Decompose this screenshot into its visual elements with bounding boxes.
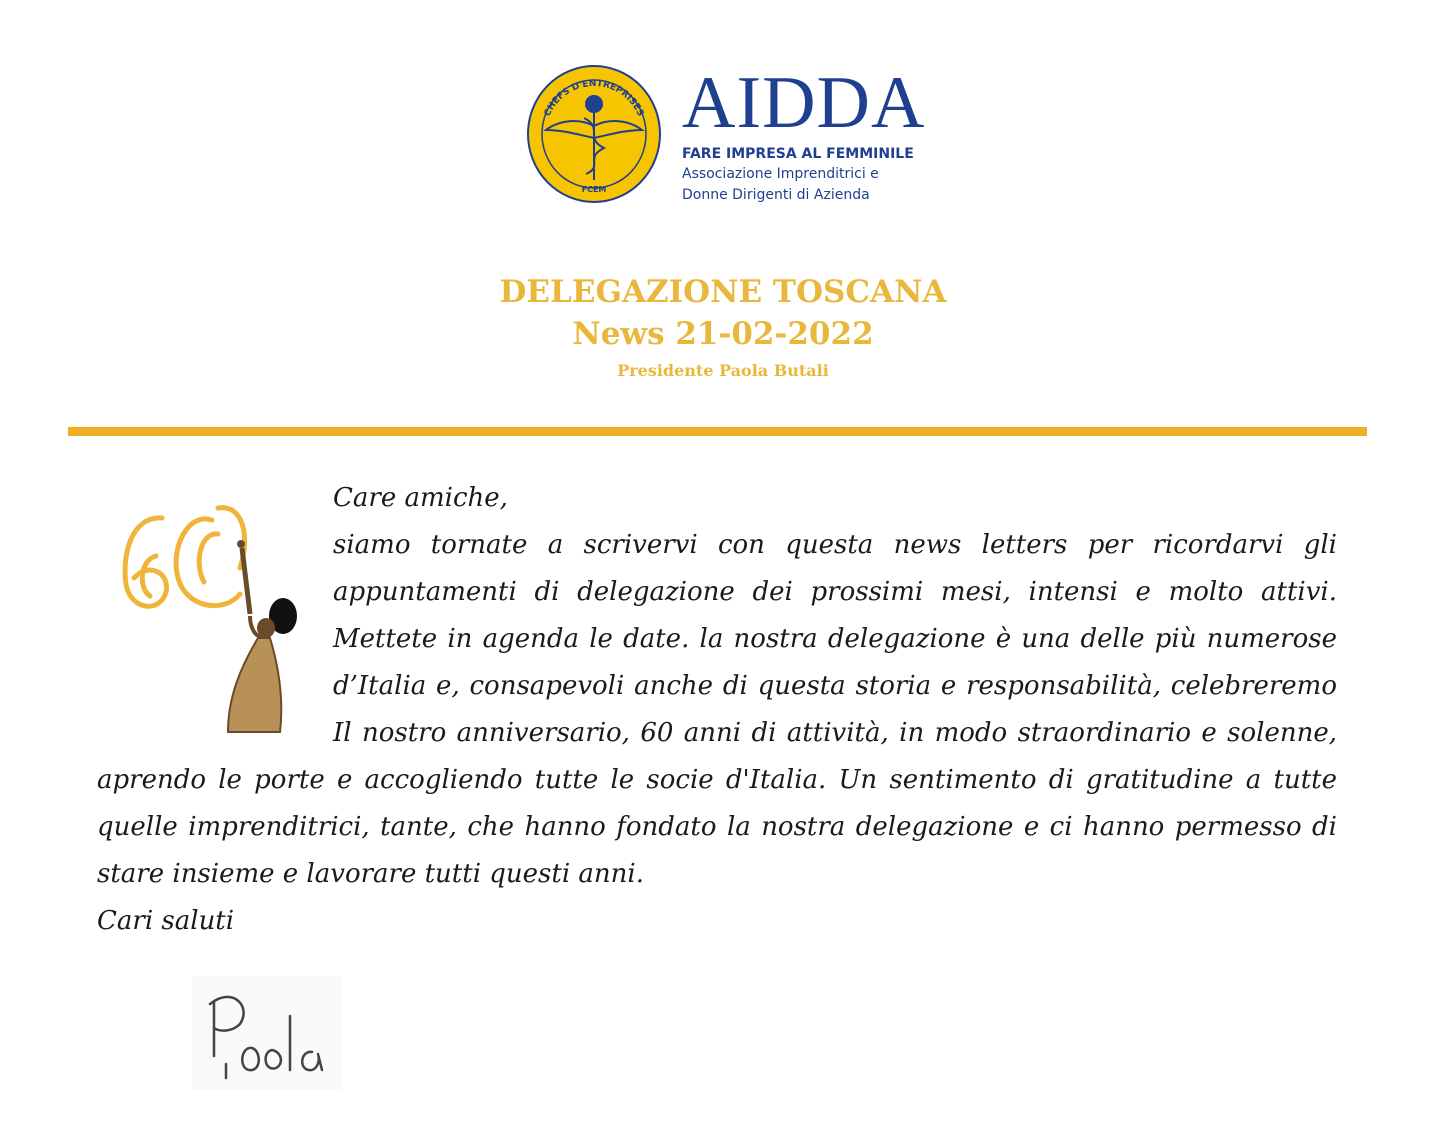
newsletter-header xyxy=(0,272,1446,386)
brand-line-2: Donne Dirigenti di Azienda xyxy=(682,187,870,203)
brand-tagline: FARE IMPRESA AL FEMMINILE xyxy=(682,146,914,162)
aidda-brand xyxy=(682,62,926,206)
svg-text:FCEM: FCEM xyxy=(581,185,607,194)
svg-text:CHEFS D'ENTREPRISES: CHEFS D'ENTREPRISES xyxy=(542,78,646,118)
fcem-seal-icon xyxy=(524,58,664,210)
page-title: DELEGAZIONE TOSCANA xyxy=(499,274,947,310)
header-divider xyxy=(68,427,1367,436)
aidda-logo xyxy=(524,58,926,210)
brand-name: AIDDA xyxy=(682,62,926,144)
handwritten-signature xyxy=(192,976,342,1090)
letter-closing: Cari saluti xyxy=(97,906,235,936)
letter-body xyxy=(97,475,1337,945)
illustration-wrap-space xyxy=(97,475,333,757)
letter-paragraph: siamo tornate a scrivervi con questa news letters per ricordarvi gli appuntamenti di delegazione dei prossimi mesi, intensi e molto attivi. Mettete in agenda le date. la nostra delegazione è una delle più numerose d’Italia e, consapevoli anche di questa storia e responsabilità, celebreremo Il nostro anniversario, 60 anni di attività, in modo straordinario e solenne, aprendo le porte e accogliendo tutte le socie d'Italia. Un sentimento di gratitudine a tutte quelle imprenditrici, tante, che hanno fondato la nostra delegazione e ci hanno permesso di stare insieme e lavorare tutti questi anni. xyxy=(97,530,1337,889)
president-line: Presidente Paola Butali xyxy=(617,361,829,380)
brand-line-1: Associazione Imprenditrici e xyxy=(682,166,879,182)
letter-greeting: Care amiche, xyxy=(333,483,508,513)
news-date: News 21-02-2022 xyxy=(572,316,874,352)
